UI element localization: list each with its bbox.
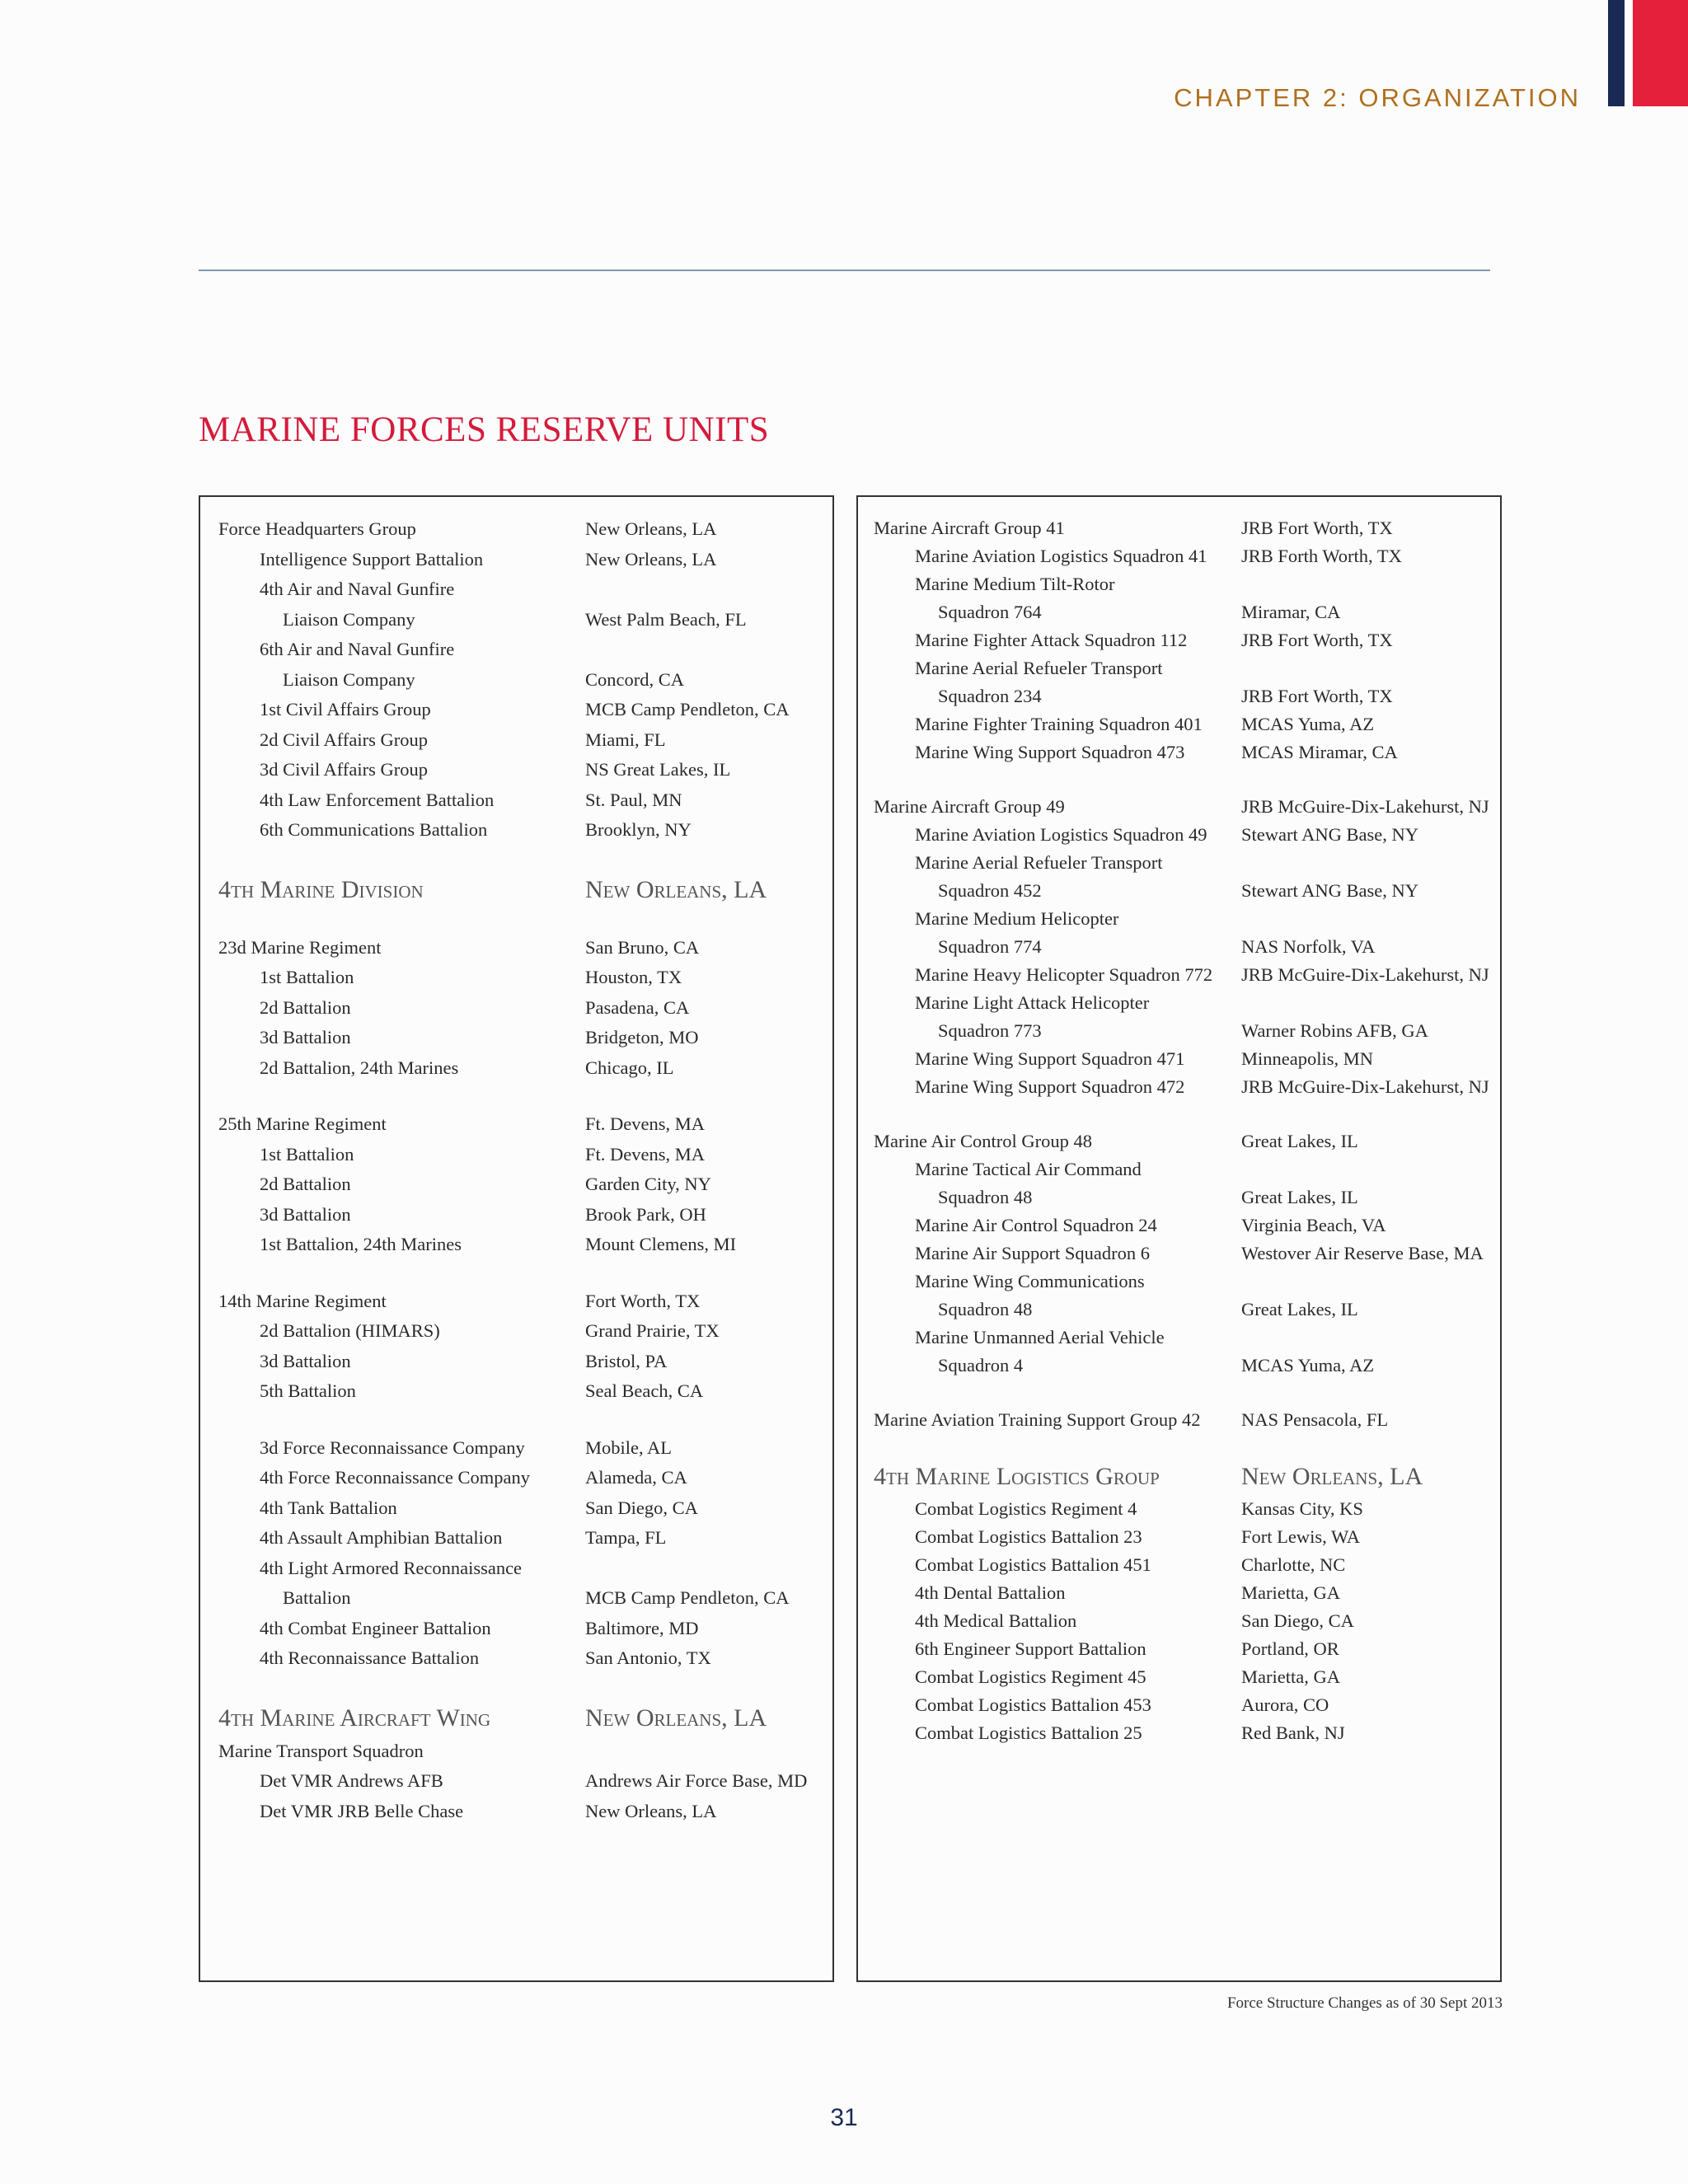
unit-row bbox=[218, 1797, 828, 1827]
unit-row bbox=[218, 1023, 828, 1053]
unit-name: 2d Battalion bbox=[260, 1174, 351, 1194]
unit-row bbox=[874, 710, 1500, 738]
unit-row bbox=[218, 1109, 828, 1140]
unit-location: Fort Worth, TX bbox=[585, 1290, 701, 1311]
unit-row bbox=[874, 654, 1500, 682]
unit-row bbox=[874, 598, 1500, 626]
unit-row bbox=[218, 1316, 828, 1347]
group-separate-battalions bbox=[218, 1433, 828, 1674]
unit-name: Marine Medium Tilt-Rotor bbox=[915, 574, 1115, 594]
unit-name: 14th Marine Regiment bbox=[218, 1290, 387, 1311]
unit-location: Bridgeton, MO bbox=[585, 1027, 699, 1047]
unit-location: NAS Norfolk, VA bbox=[1241, 936, 1376, 957]
unit-row bbox=[218, 963, 828, 993]
unit-location: MCB Camp Pendleton, CA bbox=[585, 699, 790, 719]
unit-name: Marine Unmanned Aerial Vehicle bbox=[915, 1327, 1165, 1347]
unit-row bbox=[218, 1766, 828, 1797]
unit-name: Marine Aerial Refueler Transport bbox=[915, 658, 1163, 678]
unit-row bbox=[218, 755, 828, 785]
unit-row bbox=[874, 1663, 1500, 1691]
unit-row bbox=[874, 1406, 1500, 1434]
unit-location: Baltimore, MD bbox=[585, 1617, 699, 1638]
unit-name: 23d Marine Regiment bbox=[218, 936, 382, 958]
unit-row bbox=[874, 1635, 1500, 1663]
heading-4th-marine-logistics-group bbox=[874, 1459, 1500, 1495]
unit-name: 1st Battalion, 24th Marines bbox=[260, 1234, 462, 1254]
unit-location: Great Lakes, IL bbox=[1241, 1187, 1358, 1207]
flag-stripe-navy bbox=[1608, 0, 1625, 106]
unit-name: Squadron 4 bbox=[938, 1355, 1024, 1376]
unit-row bbox=[218, 1523, 828, 1554]
unit-location: MCAS Yuma, AZ bbox=[1241, 714, 1375, 734]
group-matsg-42 bbox=[874, 1406, 1500, 1434]
unit-name: Liaison Company bbox=[283, 608, 415, 630]
header-rule bbox=[199, 269, 1490, 271]
unit-location: JRB Forth Worth, TX bbox=[1241, 546, 1402, 566]
unit-row bbox=[874, 989, 1500, 1017]
unit-row bbox=[218, 1230, 828, 1260]
unit-row bbox=[218, 1583, 828, 1614]
unit-location: JRB McGuire-Dix-Lakehurst, NJ bbox=[1241, 1076, 1489, 1097]
unit-name: 6th Communications Battalion bbox=[260, 819, 488, 840]
unit-name: 2d Battalion (HIMARS) bbox=[260, 1320, 440, 1341]
unit-row bbox=[218, 785, 828, 816]
unit-name: 1st Battalion bbox=[260, 967, 354, 987]
unit-row bbox=[218, 1347, 828, 1377]
unit-name: Force Headquarters Group bbox=[218, 518, 416, 539]
unit-location: San Diego, CA bbox=[1241, 1610, 1354, 1631]
unit-location: Ft. Devens, MA bbox=[585, 1143, 705, 1165]
unit-name: Marine Medium Helicopter bbox=[915, 908, 1119, 929]
unit-name: 25th Marine Regiment bbox=[218, 1113, 387, 1134]
unit-location: Stewart ANG Base, NY bbox=[1241, 824, 1418, 845]
heading-location: New Orleans, LA bbox=[585, 875, 767, 903]
left-column bbox=[218, 514, 828, 1826]
unit-name: Combat Logistics Battalion 451 bbox=[915, 1554, 1151, 1575]
unit-row bbox=[874, 1324, 1500, 1352]
unit-location: Seal Beach, CA bbox=[585, 1380, 704, 1401]
unit-row bbox=[218, 1169, 828, 1200]
group-mag-41 bbox=[874, 514, 1500, 766]
unit-name: Marine Air Support Squadron 6 bbox=[915, 1243, 1150, 1263]
unit-location: San Diego, CA bbox=[585, 1497, 698, 1518]
unit-row bbox=[874, 1183, 1500, 1212]
unit-name: Squadron 773 bbox=[938, 1020, 1042, 1041]
unit-name: Det VMR JRB Belle Chase bbox=[260, 1800, 464, 1821]
unit-row bbox=[874, 1579, 1500, 1607]
unit-location: Bristol, PA bbox=[585, 1350, 668, 1371]
unit-row bbox=[874, 1607, 1500, 1635]
unit-row bbox=[218, 605, 828, 635]
unit-name: Marine Wing Communications bbox=[915, 1271, 1145, 1291]
unit-row bbox=[218, 725, 828, 756]
unit-row bbox=[874, 738, 1500, 766]
unit-row bbox=[874, 1495, 1500, 1523]
unit-location: Red Bank, NJ bbox=[1241, 1722, 1345, 1743]
unit-location: Mount Clemens, MI bbox=[585, 1234, 737, 1254]
unit-location: St. Paul, MN bbox=[585, 789, 682, 810]
unit-row bbox=[874, 793, 1500, 821]
unit-location: Ft. Devens, MA bbox=[585, 1113, 705, 1134]
unit-row bbox=[218, 695, 828, 725]
unit-name: Marine Aircraft Group 49 bbox=[874, 796, 1065, 817]
unit-row bbox=[218, 1200, 828, 1230]
group-marine-transport-squadron bbox=[218, 1736, 828, 1827]
unit-location: JRB Fort Worth, TX bbox=[1241, 630, 1393, 650]
unit-location: Kansas City, KS bbox=[1241, 1498, 1363, 1519]
unit-location: MCAS Miramar, CA bbox=[1241, 742, 1398, 762]
unit-location: Aurora, CO bbox=[1241, 1694, 1329, 1715]
unit-location: Great Lakes, IL bbox=[1241, 1131, 1358, 1151]
group-mag-49 bbox=[874, 793, 1500, 1101]
unit-location: Brook Park, OH bbox=[585, 1203, 706, 1225]
unit-name: 4th Air and Naval Gunfire bbox=[260, 579, 455, 599]
unit-row bbox=[874, 821, 1500, 849]
unit-name: Squadron 764 bbox=[938, 602, 1042, 622]
unit-location: New Orleans, LA bbox=[585, 1800, 717, 1821]
unit-row bbox=[874, 1352, 1500, 1380]
heading-name: 4th Marine Aircraft Wing bbox=[218, 1704, 491, 1732]
unit-location: San Antonio, TX bbox=[585, 1647, 711, 1668]
unit-location: Alameda, CA bbox=[585, 1467, 687, 1488]
unit-name: Intelligence Support Battalion bbox=[260, 548, 484, 569]
unit-name: 4th Tank Battalion bbox=[260, 1497, 397, 1518]
unit-location: Great Lakes, IL bbox=[1241, 1299, 1358, 1319]
unit-name: 2d Civil Affairs Group bbox=[260, 729, 428, 750]
unit-row bbox=[218, 545, 828, 575]
unit-location: MCAS Yuma, AZ bbox=[1241, 1355, 1375, 1376]
unit-location: Westover Air Reserve Base, MA bbox=[1241, 1243, 1484, 1263]
unit-name: Battalion bbox=[283, 1587, 351, 1608]
unit-name: Squadron 234 bbox=[938, 686, 1042, 706]
unit-row bbox=[874, 570, 1500, 598]
unit-row bbox=[218, 1463, 828, 1493]
unit-name: Marine Wing Support Squadron 472 bbox=[915, 1076, 1185, 1097]
unit-location: Pasadena, CA bbox=[585, 996, 690, 1018]
unit-row bbox=[874, 1212, 1500, 1240]
unit-row bbox=[218, 1376, 828, 1407]
group-25th-regiment bbox=[218, 1109, 828, 1260]
unit-location: Miami, FL bbox=[585, 729, 666, 750]
unit-row bbox=[874, 1268, 1500, 1296]
unit-location: Grand Prairie, TX bbox=[585, 1320, 720, 1341]
unit-row bbox=[874, 849, 1500, 877]
unit-name: 3d Battalion bbox=[260, 1027, 351, 1047]
unit-name: 4th Combat Engineer Battalion bbox=[260, 1617, 491, 1638]
unit-row bbox=[218, 933, 828, 963]
unit-row bbox=[218, 635, 828, 665]
unit-row bbox=[874, 905, 1500, 933]
unit-location: New Orleans, LA bbox=[585, 518, 717, 539]
page-number: 31 bbox=[830, 2104, 858, 2131]
unit-name: Marine Air Control Squadron 24 bbox=[915, 1215, 1157, 1235]
unit-location: Brooklyn, NY bbox=[585, 819, 692, 840]
unit-name: 4th Dental Battalion bbox=[915, 1582, 1066, 1603]
unit-row bbox=[874, 1073, 1500, 1101]
unit-name: Marine Transport Squadron bbox=[218, 1740, 424, 1761]
unit-name: Marine Tactical Air Command bbox=[915, 1159, 1142, 1179]
unit-name: 4th Light Armored Reconnaissance bbox=[260, 1557, 523, 1578]
unit-row bbox=[874, 542, 1500, 570]
unit-name: 6th Engineer Support Battalion bbox=[915, 1638, 1146, 1659]
unit-name: Marine Fighter Training Squadron 401 bbox=[915, 714, 1203, 734]
unit-location: Charlotte, NC bbox=[1241, 1554, 1346, 1575]
unit-name: 2d Battalion, 24th Marines bbox=[260, 1057, 459, 1078]
unit-name: 4th Medical Battalion bbox=[915, 1610, 1077, 1631]
unit-location: JRB McGuire-Dix-Lakehurst, NJ bbox=[1241, 796, 1489, 817]
unit-name: 4th Law Enforcement Battalion bbox=[260, 789, 495, 810]
unit-row bbox=[218, 1140, 828, 1170]
unit-location: MCB Camp Pendleton, CA bbox=[585, 1587, 790, 1608]
unit-location: Marietta, GA bbox=[1241, 1582, 1340, 1603]
group-14th-regiment bbox=[218, 1286, 828, 1407]
unit-row bbox=[874, 1017, 1500, 1045]
unit-location: Mobile, AL bbox=[585, 1436, 672, 1458]
unit-name: 3d Force Reconnaissance Company bbox=[260, 1436, 525, 1458]
unit-row bbox=[874, 1045, 1500, 1073]
unit-row bbox=[218, 574, 828, 605]
unit-name: Marine Aviation Training Support Group 42 bbox=[874, 1409, 1201, 1430]
unit-location: Fort Lewis, WA bbox=[1241, 1526, 1360, 1547]
unit-row bbox=[874, 514, 1500, 542]
group-mlg-units bbox=[874, 1495, 1500, 1747]
unit-row bbox=[218, 1614, 828, 1644]
unit-name: Marine Wing Support Squadron 471 bbox=[915, 1048, 1185, 1069]
unit-name: Marine Wing Support Squadron 473 bbox=[915, 742, 1185, 762]
unit-location: Stewart ANG Base, NY bbox=[1241, 880, 1418, 901]
heading-location: New Orleans, LA bbox=[1241, 1463, 1423, 1490]
unit-name: Squadron 48 bbox=[938, 1187, 1033, 1207]
unit-row bbox=[874, 626, 1500, 654]
unit-location: San Bruno, CA bbox=[585, 936, 700, 958]
heading-4th-marine-division bbox=[218, 872, 828, 908]
unit-location: Miramar, CA bbox=[1241, 602, 1341, 622]
unit-name: Combat Logistics Battalion 453 bbox=[915, 1694, 1151, 1715]
unit-name: 1st Battalion bbox=[260, 1143, 354, 1165]
unit-row bbox=[874, 1551, 1500, 1579]
unit-name: Marine Aviation Logistics Squadron 49 bbox=[915, 824, 1207, 845]
unit-location: JRB Fort Worth, TX bbox=[1241, 518, 1393, 538]
unit-location: Chicago, IL bbox=[585, 1057, 674, 1078]
unit-location: JRB Fort Worth, TX bbox=[1241, 686, 1393, 706]
unit-name: 1st Civil Affairs Group bbox=[260, 699, 431, 719]
unit-row bbox=[874, 1240, 1500, 1268]
heading-name: 4th Marine Division bbox=[218, 875, 424, 903]
unit-name: Marine Aviation Logistics Squadron 41 bbox=[915, 546, 1207, 566]
unit-name: Marine Air Control Group 48 bbox=[874, 1131, 1092, 1151]
unit-row bbox=[218, 665, 828, 696]
unit-location: Houston, TX bbox=[585, 967, 682, 987]
unit-row bbox=[218, 1053, 828, 1084]
unit-location: NS Great Lakes, IL bbox=[585, 759, 731, 780]
unit-location: New Orleans, LA bbox=[585, 548, 717, 569]
unit-row bbox=[218, 993, 828, 1024]
unit-name: 3d Battalion bbox=[260, 1350, 351, 1371]
unit-name: Marine Light Attack Helicopter bbox=[915, 992, 1150, 1013]
unit-name: Combat Logistics Battalion 23 bbox=[915, 1526, 1142, 1547]
unit-row bbox=[874, 1127, 1500, 1155]
unit-name: Combat Logistics Regiment 4 bbox=[915, 1498, 1137, 1519]
unit-row bbox=[874, 1296, 1500, 1324]
unit-name: 5th Battalion bbox=[260, 1380, 356, 1401]
unit-name: Squadron 774 bbox=[938, 936, 1042, 957]
unit-row bbox=[874, 1691, 1500, 1719]
chapter-header: CHAPTER 2: ORGANIZATION bbox=[1174, 83, 1581, 112]
unit-location: Warner Robins AFB, GA bbox=[1241, 1020, 1428, 1041]
unit-name: 4th Reconnaissance Battalion bbox=[260, 1647, 480, 1668]
unit-location: NAS Pensacola, FL bbox=[1241, 1409, 1389, 1430]
unit-row bbox=[874, 1523, 1500, 1551]
unit-row bbox=[218, 1736, 828, 1767]
unit-name: Marine Aircraft Group 41 bbox=[874, 518, 1065, 538]
unit-row bbox=[218, 514, 828, 545]
unit-row bbox=[218, 1493, 828, 1524]
right-column bbox=[874, 514, 1500, 1747]
unit-name: 2d Battalion bbox=[260, 996, 351, 1018]
unit-name: Squadron 48 bbox=[938, 1299, 1033, 1319]
unit-location: Minneapolis, MN bbox=[1241, 1048, 1373, 1069]
unit-location: Andrews Air Force Base, MD bbox=[585, 1770, 808, 1791]
flag-stripe-red bbox=[1633, 0, 1688, 106]
unit-location: Virginia Beach, VA bbox=[1241, 1215, 1386, 1235]
unit-name: Combat Logistics Regiment 45 bbox=[915, 1666, 1146, 1687]
unit-row bbox=[218, 1433, 828, 1464]
unit-location: Concord, CA bbox=[585, 668, 684, 690]
heading-name: 4th Marine Logistics Group bbox=[874, 1463, 1160, 1490]
unit-row bbox=[218, 1554, 828, 1584]
unit-name: Marine Heavy Helicopter Squadron 772 bbox=[915, 964, 1213, 985]
unit-row bbox=[874, 1719, 1500, 1747]
unit-row bbox=[874, 961, 1500, 989]
unit-name: Marine Fighter Attack Squadron 112 bbox=[915, 630, 1188, 650]
unit-name: 3d Battalion bbox=[260, 1203, 351, 1225]
group-macg-48 bbox=[874, 1127, 1500, 1380]
footnote: Force Structure Changes as of 30 Sept 2013 bbox=[1226, 1994, 1503, 2012]
unit-name: 4th Assault Amphibian Battalion bbox=[260, 1527, 503, 1548]
unit-row bbox=[218, 1286, 828, 1317]
unit-name: Squadron 452 bbox=[938, 880, 1042, 901]
heading-location: New Orleans, LA bbox=[585, 1704, 767, 1732]
unit-row bbox=[874, 682, 1500, 710]
unit-name: Liaison Company bbox=[283, 668, 415, 690]
unit-location: Portland, OR bbox=[1241, 1638, 1339, 1659]
unit-location: JRB McGuire-Dix-Lakehurst, NJ bbox=[1241, 964, 1489, 985]
unit-name: 3d Civil Affairs Group bbox=[260, 759, 428, 780]
group-force-headquarters bbox=[218, 514, 828, 846]
unit-row bbox=[874, 933, 1500, 961]
unit-row bbox=[218, 815, 828, 846]
unit-location: Tampa, FL bbox=[585, 1527, 667, 1548]
unit-name: 6th Air and Naval Gunfire bbox=[260, 639, 455, 659]
unit-location: West Palm Beach, FL bbox=[585, 608, 747, 630]
unit-row bbox=[874, 1155, 1500, 1183]
heading-4th-marine-aircraft-wing bbox=[218, 1700, 828, 1736]
unit-name: Det VMR Andrews AFB bbox=[260, 1770, 443, 1791]
group-23d-regiment bbox=[218, 933, 828, 1084]
unit-location: Garden City, NY bbox=[585, 1174, 711, 1194]
unit-name: Marine Aerial Refueler Transport bbox=[915, 852, 1163, 873]
unit-name: Combat Logistics Battalion 25 bbox=[915, 1722, 1142, 1743]
unit-name: 4th Force Reconnaissance Company bbox=[260, 1467, 531, 1488]
unit-location: Marietta, GA bbox=[1241, 1666, 1340, 1687]
unit-row bbox=[874, 877, 1500, 905]
unit-row bbox=[218, 1643, 828, 1674]
section-title: MARINE FORCES RESERVE UNITS bbox=[199, 410, 770, 449]
